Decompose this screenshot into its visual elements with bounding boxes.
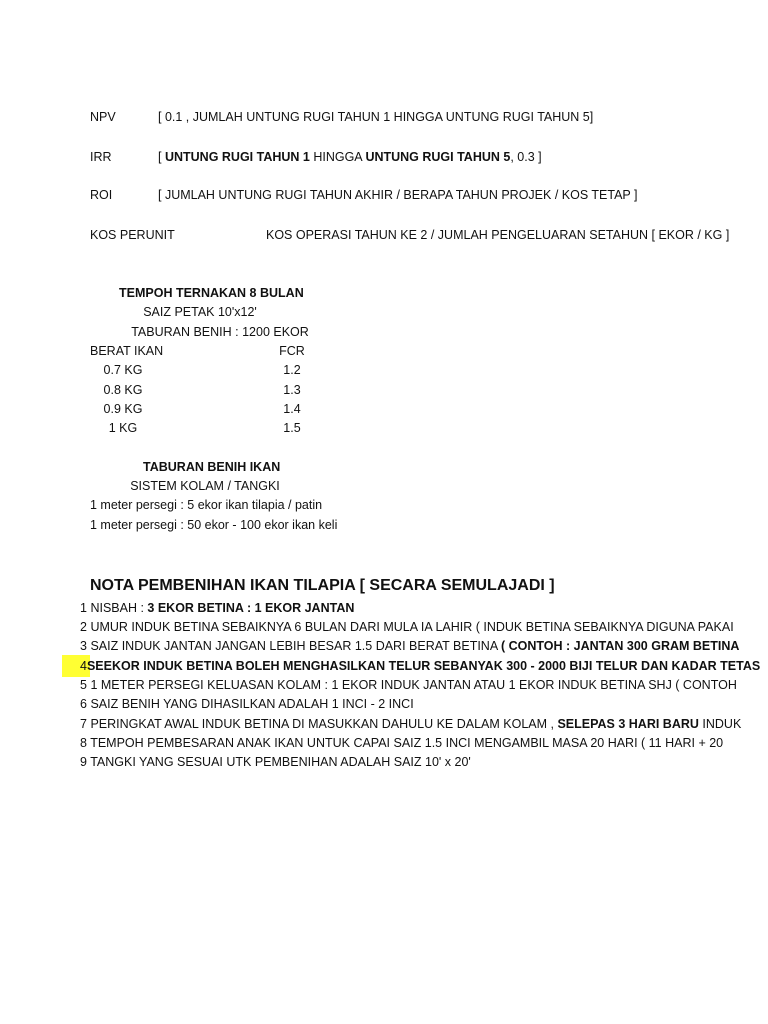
nota-item-text: 1 METER PERSEGI KELUASAN KOLAM : 1 EKOR INDUK JANTAN ATAU 1 EKOR INDUK BETINA SHJ ( CONTOH [90, 678, 737, 692]
berat-row: 0.7 KG [103, 363, 143, 377]
ternakan-title: TEMPOH TERNAKAN 8 BULAN [119, 286, 304, 300]
berat-row: 1 KG [108, 421, 138, 435]
nota-item [80, 620, 734, 635]
nota-item-number: 4 [80, 659, 87, 673]
header-berat-ikan: BERAT IKAN [90, 344, 164, 358]
kos-label: KOS PERUNIT [90, 228, 175, 242]
nota-item-bold: ( CONTOH : JANTAN 300 GRAM BETINA [500, 639, 740, 653]
nota-item-number: 3 [80, 639, 87, 653]
fcr-row: 1.3 [283, 383, 301, 397]
nota-item-bold: 3 EKOR BETINA : 1 EKOR JANTAN [147, 601, 355, 615]
kos-formula: KOS OPERASI TAHUN KE 2 / JUMLAH PENGELUARAN SETAHUN [ EKOR / KG ] [266, 228, 730, 242]
nota-item-bold: SEEKOR INDUK BETINA BOLEH MENGHASILKAN TELUR SEBANYAK 300 - 2000 BIJI TELUR DAN KADAR TETAS [86, 659, 761, 673]
nota-item-number: 2 [80, 620, 87, 634]
nota-item [80, 717, 742, 732]
fcr-row: 1.4 [283, 402, 301, 416]
taburan-benih: TABURAN BENIH : 1200 EKOR [131, 325, 309, 339]
npv-label: NPV [90, 110, 116, 124]
fcr-row: 1.2 [283, 363, 301, 377]
nota-item-text: TEMPOH PEMBESARAN ANAK IKAN UNTUK CAPAI SAIZ 1.5 INCI MENGAMBIL MASA 20 HARI ( 11 HARI + 20 [90, 736, 724, 750]
nota-item-number: 8 [80, 736, 87, 750]
roi-formula: [ JUMLAH UNTUNG RUGI TAHUN AKHIR / BERAPA TAHUN PROJEK / KOS TETAP ] [158, 188, 638, 202]
nota-item-text: NISBAH : [90, 601, 148, 615]
nota-item [80, 755, 688, 770]
nota-item-number: 9 [80, 755, 87, 769]
irr-bold-end: UNTUNG RUGI TAHUN 5 [365, 150, 511, 164]
nota-item [80, 736, 724, 751]
nota-item [80, 659, 761, 674]
npv-formula: [ 0.1 , JUMLAH UNTUNG RUGI TAHUN 1 HINGGA UNTUNG RUGI TAHUN 5] [158, 110, 594, 124]
irr-formula [158, 150, 542, 165]
benih-title: TABURAN BENIH IKAN [143, 460, 281, 474]
nota-item-text: SAIZ BENIH YANG DIHASILKAN ADALAH 1 INCI - 2 INCI [90, 697, 414, 711]
fcr-row: 1.5 [283, 421, 301, 435]
nota-item-number: 7 [80, 717, 87, 731]
nota-item-text: PERINGKAT AWAL INDUK BETINA DI MASUKKAN DAHULU KE DALAM KOLAM , [90, 717, 558, 731]
nota-item-number: 6 [80, 697, 87, 711]
nota-item [80, 639, 740, 654]
roi-label: ROI [90, 188, 113, 202]
sistem-kolam: SISTEM KOLAM / TANGKI [130, 479, 280, 493]
nota-item-text: SAIZ INDUK JANTAN JANGAN LEBIH BESAR 1.5 DARI BERAT BETINA [90, 639, 501, 653]
nota-item-text: UMUR INDUK BETINA SEBAIKNYA 6 BULAN DARI MULA IA LAHIR ( INDUK BETINA SEBAIKNYA DIGUNA PAKAI [90, 620, 734, 634]
irr-mid: HINGGA [309, 150, 366, 164]
nota-item-number: 5 [80, 678, 87, 692]
nota-title: NOTA PEMBENIHAN IKAN TILAPIA [ SECARA SEMULAJADI ] [90, 577, 555, 594]
berat-row: 0.9 KG [103, 402, 143, 416]
irr-close: , 0.3 ] [510, 150, 542, 164]
nota-item [80, 678, 737, 693]
benih-tilapia-line: 1 meter persegi : 5 ekor ikan tilapia / patin [90, 498, 323, 512]
nota-item [80, 697, 688, 712]
irr-open: [ [158, 150, 165, 164]
berat-row: 0.8 KG [103, 383, 143, 397]
benih-keli-line: 1 meter persegi : 50 ekor - 100 ekor ikan keli [90, 518, 338, 532]
saiz-petak: SAIZ PETAK 10'x12' [143, 305, 257, 319]
irr-label: IRR [90, 150, 112, 164]
irr-bold-start: UNTUNG RUGI TAHUN 1 [164, 150, 310, 164]
nota-item-bold: SELEPAS 3 HARI BARU [557, 717, 699, 731]
nota-item-text: TANGKI YANG SESUAI UTK PEMBENIHAN ADALAH SAIZ 10' x 20' [90, 755, 471, 769]
nota-item-text-after: INDUK [698, 717, 742, 731]
nota-item [80, 601, 688, 616]
nota-item-number: 1 [80, 601, 87, 615]
header-fcr: FCR [279, 344, 305, 358]
